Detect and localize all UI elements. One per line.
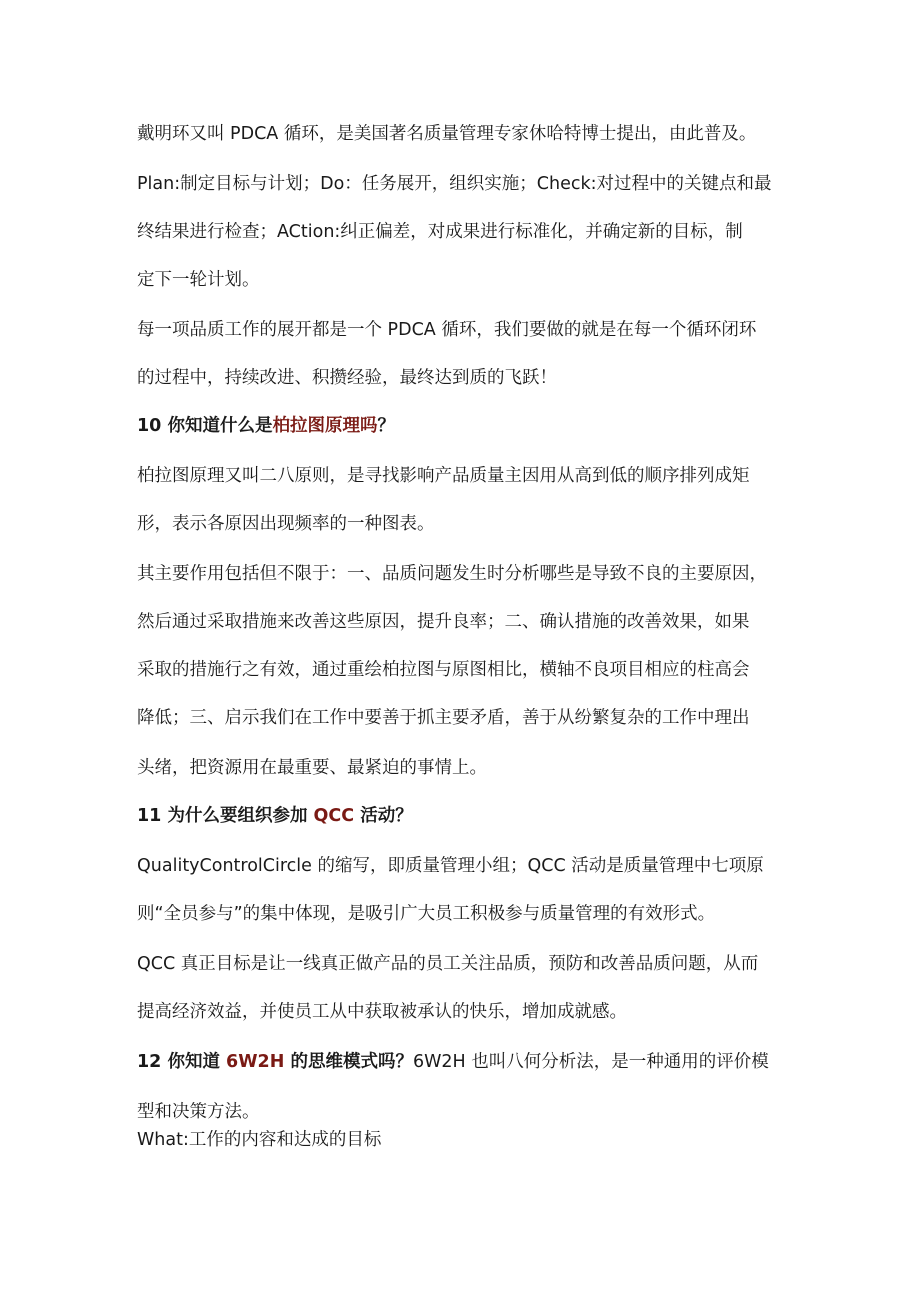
q12-heading-suffix: 的思维模式吗？	[284, 1052, 413, 1072]
pdca-steps-line-1: Plan:制定目标与计划；Do：任务展开，组织实施；Check:对过程中的关键点和最	[137, 174, 772, 194]
q11-definition-line-1: QualityControlCircle 的缩写，即质量管理小组；QCC 活动是质量管理中七项原	[137, 856, 764, 876]
q10-usage-line-5: 头绪，把资源用在最重要、最紧迫的事情上。	[137, 758, 487, 778]
q12-heading-prefix: 12 你知道	[137, 1052, 227, 1072]
pdca-steps-line-3: 定下一轮计划。	[137, 270, 260, 290]
q10-usage-line-4: 降低；三、启示我们在工作中要善于抓主要矛盾，善于从纷繁复杂的工作中理出	[137, 708, 750, 728]
pdca-intro: 戴明环又叫 PDCA 循环，是美国著名质量管理专家休哈特博士提出，由此普及。	[137, 124, 757, 144]
q10-heading-suffix: ？	[377, 416, 395, 436]
pdca-steps-line-2: 终结果进行检查；ACtion:纠正偏差，对成果进行标准化，并确定新的目标，制	[137, 222, 743, 242]
q11-heading-highlight: QCC	[313, 806, 355, 826]
q11-heading-prefix: 11 为什么要组织参加	[137, 806, 314, 826]
q10-definition-line-1: 柏拉图原理又叫二八原则，是寻找影响产品质量主因用从高到低的顺序排列成矩	[137, 466, 750, 486]
q10-usage-line-1: 其主要作用包括但不限于：一、品质问题发生时分析哪些是导致不良的主要原因，	[137, 564, 767, 584]
q12-intro-text: 6W2H 也叫八何分析法，是一种通用的评价模	[412, 1052, 769, 1072]
q12-heading-line	[137, 1050, 769, 1074]
q11-definition-line-2: 则“全员参与”的集中体现，是吸引广大员工积极参与质量管理的有效形式。	[137, 904, 716, 924]
q11-heading-suffix: 活动？	[354, 806, 413, 826]
q12-what-item: What:工作的内容和达成的目标	[137, 1130, 382, 1150]
q12-heading-highlight: 6W2H	[226, 1052, 285, 1072]
q10-heading-highlight: 柏拉图原理吗	[272, 416, 378, 436]
q11-goal-line-1: QCC 真正目标是让一线真正做产品的员工关注品质，预防和改善品质问题，从而	[137, 954, 759, 974]
q10-heading-prefix: 10 你知道什么是	[137, 416, 273, 436]
q10-definition-line-2: 形，表示各原因出现频率的一种图表。	[137, 514, 435, 534]
q11-goal-line-2: 提高经济效益，并使员工从中获取被承认的快乐，增加成就感。	[137, 1002, 627, 1022]
pdca-summary-line-1: 每一项品质工作的展开都是一个 PDCA 循环，我们要做的就是在每一个循环闭环	[137, 320, 757, 340]
q11-heading	[137, 804, 413, 828]
q10-heading	[137, 414, 395, 438]
q10-usage-line-3: 采取的措施行之有效，通过重绘柏拉图与原图相比，横轴不良项目相应的柱高会	[137, 660, 750, 680]
pdca-summary-line-2: 的过程中，持续改进、积攒经验，最终达到质的飞跃！	[137, 368, 557, 388]
q10-usage-line-2: 然后通过采取措施来改善这些原因，提升良率；二、确认措施的改善效果，如果	[137, 612, 750, 632]
q12-intro-line-2: 型和决策方法。	[137, 1102, 260, 1122]
